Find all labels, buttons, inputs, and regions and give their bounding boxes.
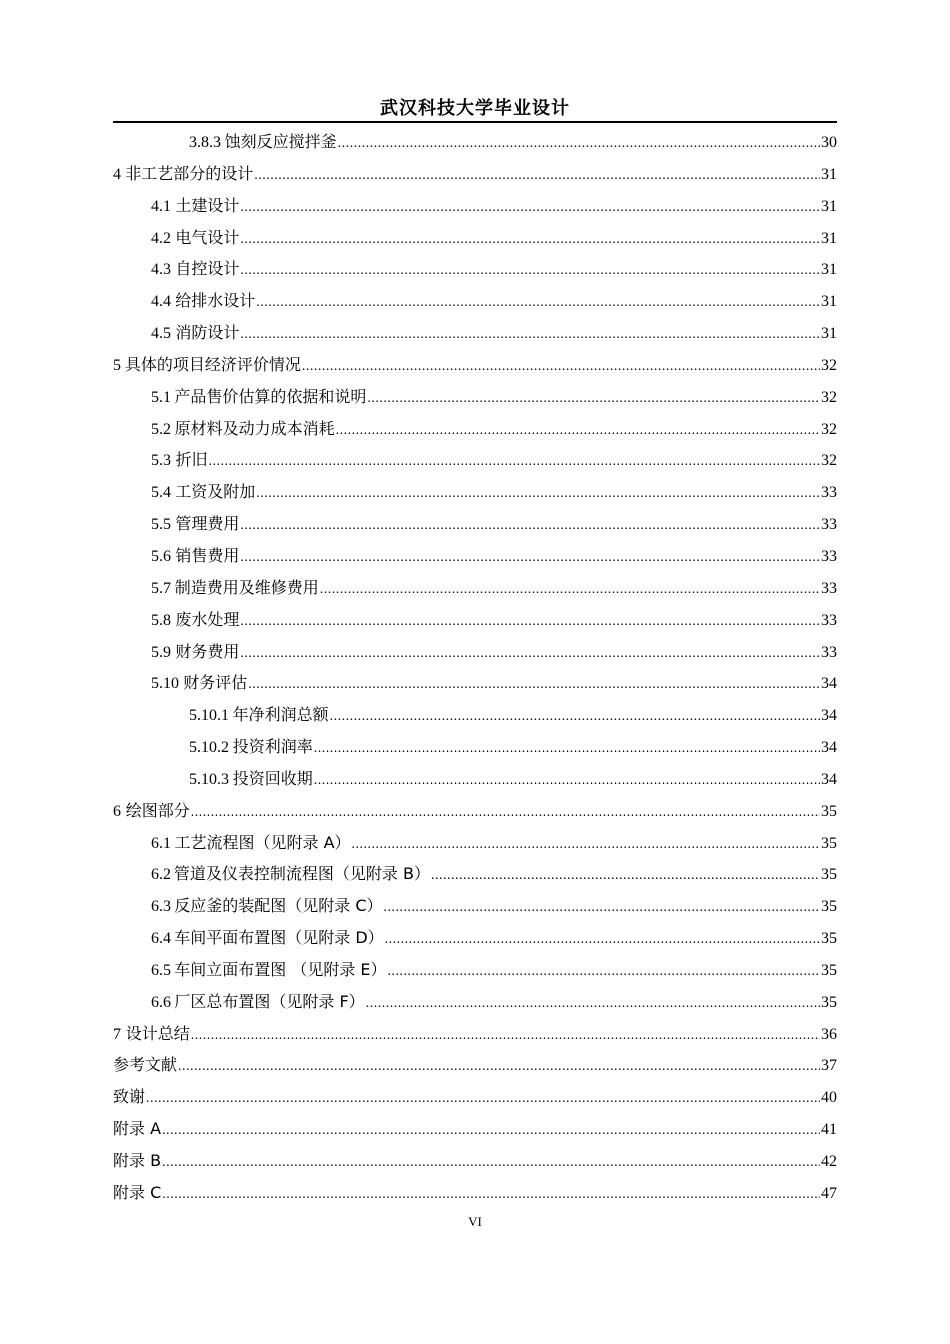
- toc-entry-title: 参考文献: [113, 1055, 178, 1075]
- toc-entry[interactable]: [113, 413, 837, 445]
- toc-entry-title: 投资回收期: [232, 768, 313, 788]
- toc-entry-title: 设计总结: [125, 1023, 190, 1043]
- toc-entry-title: 非工艺部分的设计: [125, 163, 254, 183]
- toc-entry-page-number: 34: [821, 770, 837, 788]
- toc-entry-number: 5.6: [151, 547, 171, 565]
- toc-entry-title: 自控设计: [175, 259, 240, 279]
- toc-entry[interactable]: [113, 954, 837, 986]
- toc-entry[interactable]: [113, 1049, 837, 1081]
- toc-entry-title: 管理费用: [175, 514, 240, 534]
- toc-entry-page-number: 35: [821, 866, 837, 884]
- toc-entry-page-number: 33: [821, 643, 837, 661]
- toc-dot-leader: [240, 606, 820, 638]
- toc-entry-number: 4: [113, 165, 121, 183]
- toc-entry[interactable]: [113, 540, 837, 572]
- toc-entry[interactable]: [113, 317, 837, 349]
- toc-entry-title: 具体的项目经济评价情况: [124, 354, 301, 374]
- toc-dot-leader: [352, 829, 820, 861]
- toc-entry-title: 致谢: [113, 1087, 146, 1107]
- toc-entry-number: 4.5: [151, 325, 171, 343]
- toc-entry-number: 5.9: [151, 643, 171, 661]
- toc-entry-number: 5.2: [151, 420, 171, 438]
- toc-entry[interactable]: [113, 731, 837, 763]
- toc-entry-number: 5.3: [151, 452, 171, 470]
- toc-entry[interactable]: [113, 222, 837, 254]
- toc-entry[interactable]: [113, 890, 837, 922]
- toc-entry-page-number: 33: [821, 484, 837, 502]
- toc-dot-leader: [384, 892, 820, 924]
- toc-entry-page-number: 42: [821, 1153, 837, 1170]
- toc-dot-leader: [209, 446, 820, 478]
- toc-dot-leader: [366, 988, 820, 1020]
- toc-entry-number: 5: [113, 356, 121, 374]
- toc-entry-page-number: 32: [821, 452, 837, 470]
- toc-entry-page-number: 31: [821, 325, 837, 343]
- toc-entry-title: 绘图部分: [125, 800, 190, 820]
- toc-entry-page-number: 31: [821, 165, 837, 183]
- toc-dot-leader: [256, 478, 820, 510]
- toc-entry-page-number: 33: [821, 547, 837, 565]
- toc-entry-title: 土建设计: [175, 195, 240, 215]
- toc-entry-number: 5.10.2: [189, 739, 229, 757]
- toc-entry[interactable]: [113, 349, 837, 381]
- toc-entry-page-number: 33: [821, 579, 837, 597]
- toc-entry[interactable]: [113, 126, 837, 158]
- toc-dot-leader: [302, 351, 820, 383]
- toc-dot-leader: [240, 510, 820, 542]
- toc-entry-page-number: 31: [821, 293, 837, 311]
- toc-entry-page-number: 36: [821, 1025, 837, 1043]
- toc-entry-title: 废水处理: [175, 609, 240, 629]
- toc-entry[interactable]: [113, 763, 837, 795]
- toc-entry[interactable]: [113, 572, 837, 604]
- toc-entry-page-number: 37: [821, 1057, 837, 1075]
- toc-entry[interactable]: [113, 1113, 837, 1145]
- toc-entry-page-number: 30: [821, 134, 837, 151]
- toc-entry[interactable]: [113, 795, 837, 827]
- page-number-footer: VI: [468, 1214, 482, 1229]
- toc-entry-number: 5.10.3: [189, 770, 229, 788]
- toc-dot-leader: [314, 733, 820, 765]
- toc-entry-page-number: 34: [821, 739, 837, 757]
- toc-entry-page-number: 41: [821, 1121, 837, 1139]
- toc-entry-number: 5.5: [151, 516, 171, 534]
- toc-entry-page-number: 35: [821, 802, 837, 820]
- toc-dot-leader: [367, 383, 820, 415]
- toc-entry-title: 蚀刻反应搅拌釜: [224, 132, 337, 151]
- toc-entry[interactable]: [113, 1018, 837, 1050]
- toc-entry-number: 6.4: [151, 930, 171, 948]
- toc-entry-page-number: 32: [821, 356, 837, 374]
- toc-entry[interactable]: [113, 381, 837, 413]
- toc-entry-number: 5.8: [151, 611, 171, 629]
- toc-entry-page-number: 47: [821, 1184, 837, 1202]
- toc-entry-title: 折旧: [175, 450, 208, 470]
- toc-entry-page-number: 32: [821, 388, 837, 406]
- toc-entry-title: 制造费用及维修费用: [174, 577, 319, 597]
- toc-entry-title: 给排水设计: [175, 291, 256, 311]
- toc-dot-leader: [240, 255, 820, 287]
- toc-entry-title: 消防设计: [175, 323, 240, 343]
- toc-dot-leader: [146, 1083, 820, 1115]
- toc-entry-page-number: 35: [821, 930, 837, 948]
- table-of-contents: [113, 126, 837, 1209]
- toc-entry-page-number: 31: [821, 229, 837, 247]
- toc-dot-leader: [330, 701, 820, 733]
- toc-entry-number: 5.7: [151, 579, 171, 597]
- toc-dot-leader: [320, 574, 820, 606]
- page-header-title: 武汉科技大学毕业设计: [380, 98, 570, 119]
- toc-entry-title: 电气设计: [175, 227, 240, 247]
- toc-dot-leader: [162, 1147, 820, 1179]
- toc-entry-title: 反应釜的装配图（见附录 C）: [174, 896, 383, 916]
- toc-entry-number: 6: [113, 802, 121, 820]
- toc-dot-leader: [162, 1179, 820, 1211]
- toc-entry-number: 5.1: [151, 388, 171, 406]
- header-divider: [113, 121, 837, 123]
- toc-entry-page-number: 35: [821, 898, 837, 916]
- toc-dot-leader: [162, 1115, 820, 1147]
- toc-entry[interactable]: [113, 858, 837, 890]
- toc-entry-title: 车间立面布置图 （见附录 E）: [174, 959, 387, 979]
- toc-entry-title: 附录 B: [113, 1151, 162, 1170]
- toc-entry[interactable]: [113, 604, 837, 636]
- toc-entry-page-number: 33: [821, 611, 837, 629]
- toc-entry-number: 4.3: [151, 261, 171, 279]
- toc-entry-page-number: 31: [821, 197, 837, 215]
- toc-dot-leader: [385, 924, 820, 956]
- toc-entry-title: 销售费用: [175, 545, 240, 565]
- toc-entry-title: 投资利润率: [232, 737, 313, 757]
- toc-entry-page-number: 35: [821, 961, 837, 979]
- toc-entry-number: 6.2: [151, 866, 171, 884]
- toc-entry[interactable]: [113, 1145, 837, 1177]
- toc-entry-number: 5.10.1: [189, 707, 229, 725]
- toc-entry[interactable]: [113, 1177, 837, 1209]
- toc-entry-number: 3.8.3: [189, 134, 221, 151]
- toc-entry[interactable]: [113, 158, 837, 190]
- toc-dot-leader: [178, 1051, 820, 1083]
- toc-dot-leader: [191, 1020, 820, 1052]
- toc-entry-number: 4.4: [151, 293, 171, 311]
- toc-entry-title: 附录 A: [113, 1119, 162, 1139]
- toc-entry-number: 5.4: [151, 484, 171, 502]
- toc-entry-title: 管道及仪表控制流程图（见附录 B）: [173, 864, 430, 884]
- toc-entry[interactable]: [113, 636, 837, 668]
- toc-entry[interactable]: [113, 285, 837, 317]
- toc-dot-leader: [191, 797, 820, 829]
- toc-entry-number: 6.5: [151, 961, 171, 979]
- toc-entry-number: 6.6: [151, 993, 171, 1011]
- toc-entry-page-number: 33: [821, 516, 837, 534]
- toc-entry-title: 原材料及动力成本消耗: [174, 418, 335, 438]
- toc-entry-title: 工资及附加: [175, 482, 256, 502]
- toc-entry-title: 年净利润总额: [232, 705, 329, 725]
- toc-entry[interactable]: [113, 922, 837, 954]
- toc-entry[interactable]: [113, 827, 837, 859]
- toc-dot-leader: [338, 128, 820, 160]
- toc-entry[interactable]: [113, 667, 837, 699]
- toc-entry-page-number: 40: [821, 1089, 837, 1107]
- toc-dot-leader: [248, 669, 820, 701]
- toc-entry[interactable]: [113, 253, 837, 285]
- toc-entry[interactable]: [113, 190, 837, 222]
- toc-entry-title: 工艺流程图（见附录 A）: [174, 832, 351, 852]
- toc-entry-title: 产品售价估算的依据和说明: [174, 386, 367, 406]
- toc-dot-leader: [388, 956, 820, 988]
- toc-entry-title: 附录 C: [113, 1182, 162, 1202]
- toc-dot-leader: [240, 192, 820, 224]
- toc-entry[interactable]: [113, 508, 837, 540]
- toc-dot-leader: [431, 860, 820, 892]
- toc-entry[interactable]: [113, 699, 837, 731]
- toc-entry-page-number: 34: [821, 675, 837, 693]
- toc-entry-page-number: 34: [821, 707, 837, 725]
- toc-entry-page-number: 35: [821, 993, 837, 1011]
- toc-entry-title: 车间平面布置图（见附录 D）: [174, 928, 384, 948]
- toc-entry[interactable]: [113, 476, 837, 508]
- toc-entry-number: 4.1: [151, 197, 171, 215]
- toc-entry[interactable]: [113, 1081, 837, 1113]
- toc-entry-number: 5.10: [151, 675, 179, 693]
- toc-entry[interactable]: [113, 986, 837, 1018]
- toc-dot-leader: [240, 319, 820, 351]
- toc-entry-number: 7: [113, 1025, 121, 1043]
- toc-dot-leader: [240, 224, 820, 256]
- toc-entry-title: 财务评估: [183, 673, 248, 693]
- toc-entry-number: 4.2: [151, 229, 171, 247]
- toc-entry-number: 6.3: [151, 898, 171, 916]
- toc-entry-page-number: 32: [821, 420, 837, 438]
- toc-entry-page-number: 35: [821, 834, 837, 852]
- toc-dot-leader: [254, 160, 820, 192]
- toc-entry-title: 财务费用: [175, 641, 240, 661]
- toc-dot-leader: [314, 765, 820, 797]
- toc-dot-leader: [256, 287, 820, 319]
- toc-entry-page-number: 31: [821, 261, 837, 279]
- toc-dot-leader: [240, 542, 820, 574]
- toc-entry-title: 厂区总布置图（见附录 F）: [174, 991, 365, 1011]
- toc-entry[interactable]: [113, 444, 837, 476]
- toc-dot-leader: [240, 638, 820, 670]
- toc-entry-number: 6.1: [151, 834, 171, 852]
- toc-dot-leader: [336, 415, 820, 447]
